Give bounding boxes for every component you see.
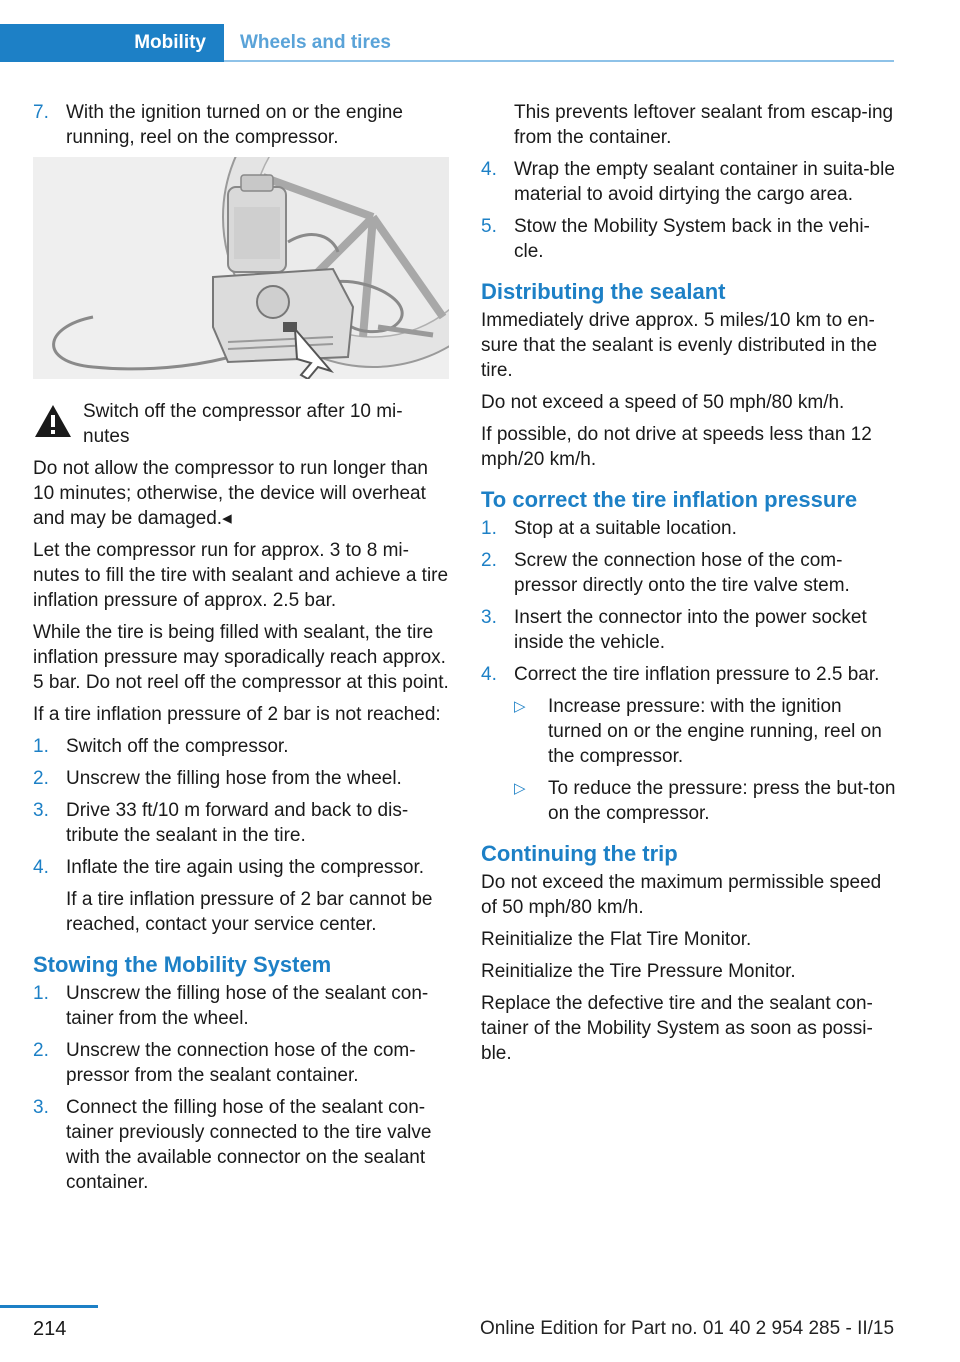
list-text: Inflate the tire again using the compressor. bbox=[66, 857, 425, 878]
paragraph: Immediately drive approx. 5 miles/10 km to en-sure that the sealant is evenly distributed in the tire. bbox=[481, 310, 878, 381]
list-continuation: If a tire inflation pressure of 2 bar cannot be reached, contact your service center. bbox=[66, 889, 433, 935]
list-number: 3. bbox=[33, 1097, 49, 1118]
list-text: Screw the connection hose of the com-pressor directly onto the tire valve stem. bbox=[514, 550, 850, 596]
list-item bbox=[481, 157, 897, 207]
list-number: 7. bbox=[33, 102, 49, 123]
paragraph: Do not exceed the maximum permissible speed of 50 mph/80 km/h. bbox=[481, 872, 882, 918]
list-item bbox=[481, 662, 897, 687]
page-header bbox=[0, 0, 960, 64]
list-text: Unscrew the filling hose from the wheel. bbox=[66, 768, 402, 789]
list-item bbox=[33, 100, 449, 150]
header-rule bbox=[224, 60, 894, 62]
right-column bbox=[481, 100, 897, 1073]
list-text: Stow the Mobility System back in the vehi-cle. bbox=[514, 216, 870, 262]
section-tab-wheels-tires[interactable]: Wheels and tires bbox=[240, 32, 391, 53]
list-item bbox=[481, 214, 897, 264]
list-item bbox=[33, 1095, 449, 1195]
list-text: Unscrew the connection hose of the com-pressor from the sealant container. bbox=[66, 1040, 416, 1086]
footer-rule bbox=[0, 1305, 98, 1308]
list-item bbox=[33, 981, 449, 1031]
list-number: 4. bbox=[481, 159, 497, 180]
sublist-text: Increase pressure: with the ignition turned on or the engine running, reel on the compressor. bbox=[548, 696, 882, 767]
list-text: Stop at a suitable location. bbox=[514, 518, 737, 539]
list-text: Connect the filling hose of the sealant con-tainer previously connected to the tire valve with the available connector on the sealant container. bbox=[66, 1097, 432, 1193]
list-item bbox=[33, 766, 449, 791]
paragraph: While the tire is being filled with sealant, the tire inflation pressure may sporadically reach approx. 5 bar. Do not reel off the compressor at this point. bbox=[33, 622, 449, 693]
list-item bbox=[481, 605, 897, 655]
list-number: 2. bbox=[481, 550, 497, 571]
list-text: Wrap the empty sealant container in suita-ble material to avoid dirtying the cargo area. bbox=[514, 159, 895, 205]
warning-title: Switch off the compressor after 10 mi-nutes bbox=[83, 401, 403, 447]
sublist-item bbox=[514, 776, 897, 826]
list-number: 1. bbox=[481, 518, 497, 539]
page-number: 214 bbox=[33, 1318, 67, 1340]
paragraph: Do not exceed a speed of 50 mph/80 km/h. bbox=[481, 392, 845, 413]
list-text: Correct the tire inflation pressure to 2.5 bar. bbox=[514, 664, 880, 685]
paragraph: If a tire inflation pressure of 2 bar is not reached: bbox=[33, 704, 441, 725]
sublist-text: To reduce the pressure: press the but-ton on the compressor. bbox=[548, 778, 896, 824]
list-continuation: This prevents leftover sealant from escap-ing from the container. bbox=[514, 102, 894, 148]
list-number: 3. bbox=[33, 800, 49, 821]
paragraph: Reinitialize the Flat Tire Monitor. bbox=[481, 929, 752, 950]
compressor-illustration bbox=[33, 157, 449, 379]
paragraph: Reinitialize the Tire Pressure Monitor. bbox=[481, 961, 796, 982]
list-number: 2. bbox=[33, 1040, 49, 1061]
list-number: 3. bbox=[481, 607, 497, 628]
paragraph: If possible, do not drive at speeds less than 12 mph/20 km/h. bbox=[481, 424, 872, 470]
list-item bbox=[33, 798, 449, 848]
list-text: Insert the connector into the power socket inside the vehicle. bbox=[514, 607, 867, 653]
list-number: 5. bbox=[481, 216, 497, 237]
list-item bbox=[33, 1038, 449, 1088]
list-text: Switch off the compressor. bbox=[66, 736, 289, 757]
heading-stowing: Stowing the Mobility System bbox=[33, 952, 332, 977]
section-tab-mobility[interactable]: Mobility bbox=[0, 24, 224, 62]
list-item bbox=[481, 516, 897, 541]
sublist-item bbox=[514, 694, 897, 769]
compressor-illustration-svg bbox=[33, 157, 449, 379]
heading-continuing: Continuing the trip bbox=[481, 841, 678, 866]
list-number: 1. bbox=[33, 983, 49, 1004]
triangle-bullet-icon: ▷ bbox=[514, 780, 526, 797]
list-item bbox=[33, 855, 449, 880]
list-number: 2. bbox=[33, 768, 49, 789]
list-number: 4. bbox=[481, 664, 497, 685]
paragraph: Let the compressor run for approx. 3 to 8 mi-nutes to fill the tire with sealant and achieve a tire inflation pressure of approx. 2.5 bar. bbox=[33, 540, 449, 611]
warning-box bbox=[33, 399, 449, 449]
list-text: With the ignition turned on or the engine running, reel on the compressor. bbox=[66, 102, 403, 148]
list-number: 4. bbox=[33, 857, 49, 878]
paragraph: Replace the defective tire and the sealant con-tainer of the Mobility System as soon as possi-ble. bbox=[481, 993, 873, 1064]
heading-distributing: Distributing the sealant bbox=[481, 279, 726, 304]
sublist bbox=[481, 694, 897, 826]
triangle-bullet-icon: ▷ bbox=[514, 698, 526, 715]
edition-note: Online Edition for Part no. 01 40 2 954 285 - II/15 bbox=[480, 1318, 895, 1339]
list-number: 1. bbox=[33, 736, 49, 757]
heading-correct-pressure: To correct the tire inflation pressure bbox=[481, 487, 858, 512]
warning-body: Do not allow the compressor to run longer than 10 minutes; otherwise, the device will overheat and may be damaged.◂ bbox=[33, 458, 428, 529]
list-item bbox=[33, 734, 449, 759]
warning-triangle-icon bbox=[33, 403, 73, 439]
list-text: Drive 33 ft/10 m forward and back to dis-tribute the sealant in the tire. bbox=[66, 800, 409, 846]
list-item bbox=[481, 548, 897, 598]
list-text: Unscrew the filling hose of the sealant con-tainer from the wheel. bbox=[66, 983, 429, 1029]
left-column bbox=[33, 100, 449, 1202]
